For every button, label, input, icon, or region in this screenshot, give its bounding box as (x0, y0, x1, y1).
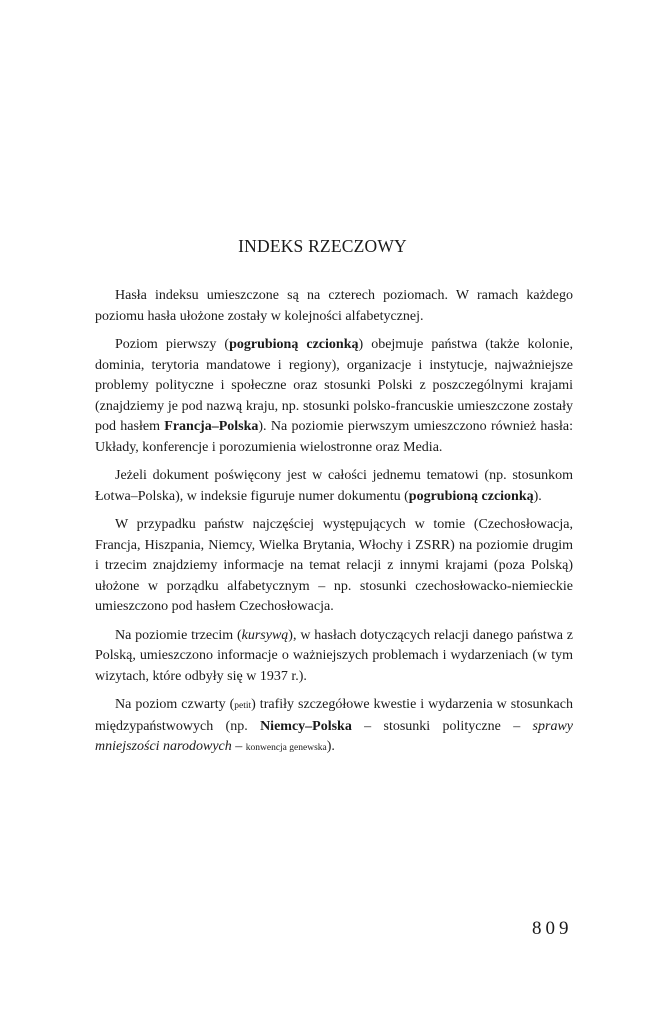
p6-part-a: Na poziom czwarty ( (115, 697, 235, 712)
p6-petit-example: konwencja genewska (245, 743, 327, 753)
p6-part-g: – (231, 739, 246, 754)
p2-bold-example: Francja–Polska (164, 419, 259, 434)
p2-part-c: ) obejmuje państwa (także kolonie, dominia, terytoria mandatowe i regiony), organizacje i instytucje, najważniejsze problemy polityczne i społeczne oraz stosunki Polski z poszczególnymi krajami (znajdziemy je pod nazwą kraju, np. stosunki polsko-francuskie umieszczone zostały pod hasłem (95, 337, 573, 434)
paragraph-1 (95, 286, 573, 327)
index-introduction (95, 286, 573, 767)
paragraph-4 (95, 515, 573, 618)
page-title: INDEKS RZECZOWY (238, 236, 407, 256)
p3-bold-term: pogrubioną czcionką (408, 488, 534, 504)
paragraph-3 (95, 466, 573, 507)
p2-part-a: Poziom pierwszy ( (115, 337, 230, 352)
p6-part-i: ). (326, 739, 335, 754)
paragraph-2 (95, 335, 573, 458)
p6-part-e: – stosunki polityczne – (351, 718, 533, 734)
p6-italic-example: sprawy mniejszości narodowych (95, 718, 573, 754)
p6-bold-example: Niemcy–Polska (260, 718, 352, 734)
p3-part-a: Jeżeli dokument poświęcony jest w całości jednemu tematowi (np. stosunkom Łotwa–Polska), w indeksie figuruje numer dokumentu ( (95, 468, 573, 504)
p3-part-c: ). (533, 488, 542, 504)
paragraph-6 (95, 695, 573, 759)
p5-part-c: ), w hasłach dotyczących relacji danego państwa z Polską, umieszczono informacje o ważniejszych problemach i wydarzeniach (w tym wizytach, które odbyły się w 1937 r.). (95, 627, 573, 684)
paragraph-5 (95, 626, 573, 688)
p2-bold-term: pogrubioną czcionką (229, 337, 359, 352)
p5-italic-term: kursywą (241, 627, 289, 643)
p5-part-a: Na poziomie trzecim ( (115, 627, 242, 643)
p6-petit-term: petit (234, 701, 252, 711)
p2-part-e: ). Na poziomie pierwszym umieszczono również hasła: Układy, konferencje i porozumienia wielostronne oraz Media. (95, 419, 574, 455)
paragraph-1-text: Hasła indeksu umieszczone są na czterech poziomach. W ramach każdego poziomu hasła ułożone zostały w kolejności alfabetycznej. (95, 288, 573, 324)
page-number: 809 (532, 918, 573, 939)
paragraph-4-text: W przypadku państw najczęściej występujących w tomie (Czechosłowacja, Francja, Hiszpania, Niemcy, Wielka Brytania, Włochy i ZSRR) na poziomie drugim i trzecim znajdziemy informacje na temat relacji z innymi krajami (poza Polską) ułożone w porządku alfabetycznym – np. stosunki czechosłowacko-niemieckie umieszczono pod hasłem Czechosłowacja. (95, 517, 573, 614)
p6-part-c: ) trafiły szczegółowe kwestie i wydarzenia w stosunkach międzypaństwowych (np. (95, 697, 573, 734)
